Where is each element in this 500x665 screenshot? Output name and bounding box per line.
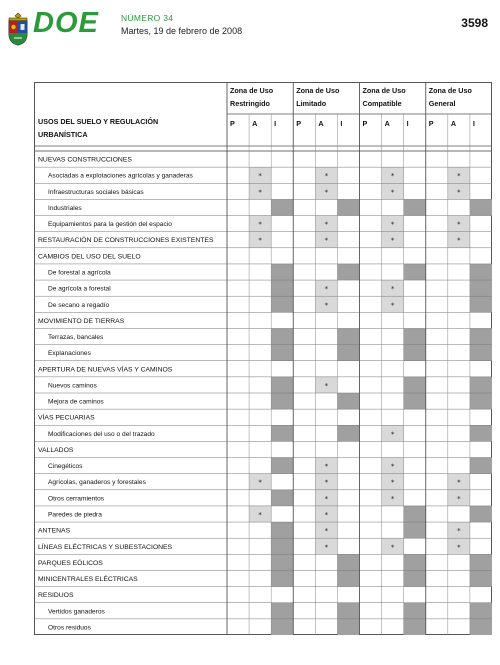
zone-header-line-1: Zona de Uso: [230, 86, 274, 95]
cell-shaded-incompatible: [271, 538, 293, 554]
cell-mark: *: [324, 188, 329, 197]
section-label: VALLADOS: [38, 446, 74, 454]
row-label: Vertidos ganaderos: [48, 608, 105, 616]
cell-mark: *: [258, 172, 262, 181]
cell-mark: *: [457, 172, 461, 181]
cell-shaded-incompatible: [271, 603, 293, 619]
cell-mark: *: [324, 462, 329, 471]
row-label: De forestal a agrícola: [48, 269, 111, 277]
cell-mark: *: [390, 236, 395, 245]
cell-mark: *: [457, 478, 461, 487]
subcolumn-header: A: [318, 119, 324, 128]
subcolumn-header: I: [406, 119, 409, 128]
cell-shaded-incompatible: [271, 393, 293, 409]
doe-logo: DOE: [33, 7, 99, 39]
row-label: Mejora de caminos: [48, 398, 104, 406]
page-header: [0, 0, 500, 50]
row-label: Infraestructuras sociales básicas: [48, 188, 144, 196]
subcolumn-header: A: [252, 119, 258, 128]
row-label: Industriales: [48, 204, 82, 212]
section-label: NUEVAS CONSTRUCCIONES: [38, 156, 132, 164]
cell-mark: *: [457, 188, 461, 197]
row-label: Asociadas a explotaciones agrícolas y ganaderas: [48, 172, 193, 180]
cell-shaded-incompatible: [337, 264, 359, 280]
cell-shaded-incompatible: [404, 199, 426, 215]
cell-shaded-incompatible: [404, 554, 426, 570]
coat-of-arms-icon: [6, 12, 30, 46]
cell-shaded-incompatible: [271, 522, 293, 538]
cell-mark: *: [457, 236, 461, 245]
row-label: Explanaciones: [48, 350, 91, 358]
row-label: De secano a regadío: [48, 301, 110, 309]
cell-mark: *: [457, 527, 461, 536]
cell-shaded-incompatible: [404, 393, 426, 409]
cell-mark: *: [324, 220, 329, 229]
cell-shaded-incompatible: [470, 296, 492, 312]
cell-shaded-incompatible: [271, 490, 293, 506]
row-label: Cinegéticos: [48, 463, 83, 471]
section-label: CAMBIOS DEL USO DEL SUELO: [38, 253, 141, 261]
cell-shaded-incompatible: [271, 554, 293, 570]
row-label: LÍNEAS ELÉCTRICAS Y SUBESTACIONES: [38, 543, 173, 551]
cell-shaded-incompatible: [337, 345, 359, 361]
cell-shaded-incompatible: [470, 280, 492, 296]
cell-mark: *: [258, 478, 262, 487]
subcolumn-header: I: [274, 119, 277, 128]
cell-mark: *: [457, 220, 461, 229]
cell-shaded-incompatible: [470, 603, 492, 619]
cell-shaded-incompatible: [271, 296, 293, 312]
cell-shaded-incompatible: [337, 554, 359, 570]
row-label: PARQUES EÓLICOS: [38, 559, 103, 567]
row-label: De agrícola a forestal: [48, 285, 111, 293]
cell-shaded-incompatible: [337, 425, 359, 441]
cell-mark: *: [324, 236, 329, 245]
cell-shaded-incompatible: [404, 619, 426, 635]
cell-shaded-incompatible: [404, 377, 426, 393]
cell-mark: *: [390, 285, 395, 294]
cell-mark: *: [324, 381, 329, 390]
cell-shaded-incompatible: [271, 425, 293, 441]
cell-mark: *: [457, 543, 461, 552]
cell-shaded-incompatible: [404, 603, 426, 619]
zone-header-line-1: Zona de Uso: [362, 86, 406, 95]
subcolumn-header: P: [230, 119, 235, 128]
cell-mark: *: [390, 478, 395, 487]
zone-header-line-1: Zona de Uso: [428, 86, 472, 95]
cell-mark: *: [324, 285, 329, 294]
page-number: 3598: [461, 16, 488, 30]
issue-number: NÚMERO 34: [121, 13, 174, 23]
cell-mark: *: [390, 462, 395, 471]
row-label: Otros residuos: [48, 624, 91, 632]
section-label: MOVIMIENTO DE TIERRAS: [38, 317, 125, 325]
issue-date: Martes, 19 de febrero de 2008: [121, 26, 243, 36]
cell-shaded-incompatible: [337, 603, 359, 619]
cell-shaded-incompatible: [337, 199, 359, 215]
cell-shaded-incompatible: [271, 345, 293, 361]
cell-shaded-incompatible: [404, 264, 426, 280]
subcolumn-header: A: [450, 119, 457, 128]
cell-shaded-incompatible: [470, 570, 492, 586]
cell-shaded-incompatible: [271, 280, 293, 296]
cell-mark: *: [390, 543, 395, 552]
cell-mark: *: [324, 543, 329, 552]
cell-shaded-incompatible: [470, 328, 492, 344]
row-label: Nuevos caminos: [48, 382, 97, 390]
cell-shaded-incompatible: [337, 393, 359, 409]
section-label: APERTURA DE NUEVAS VÍAS Y CAMINOS: [38, 366, 173, 374]
cell-mark: *: [324, 478, 329, 487]
cell-mark: *: [390, 188, 395, 197]
row-label: Modificaciones del uso o del trazado: [48, 430, 155, 438]
cell-mark: *: [390, 301, 395, 310]
cell-mark: *: [258, 188, 262, 197]
cell-shaded-incompatible: [470, 377, 492, 393]
subcolumn-header: P: [428, 119, 434, 128]
subcolumn-header: I: [340, 119, 343, 128]
row-header-line-2: URBANÍSTICA: [38, 130, 88, 139]
cell-mark: *: [324, 511, 329, 519]
row-label: MINICENTRALES ELÉCTRICAS: [38, 576, 138, 584]
cell-shaded-incompatible: [404, 570, 426, 586]
cell-mark: *: [324, 527, 329, 536]
section-label: VÍAS PECUARIAS: [38, 414, 95, 422]
cell-shaded-incompatible: [470, 458, 492, 474]
zone-header-line-1: Zona de Uso: [296, 86, 340, 95]
cell-shaded-incompatible: [470, 199, 492, 215]
cell-mark: *: [457, 494, 461, 503]
cell-shaded-incompatible: [271, 264, 293, 280]
cell-shaded-incompatible: [404, 345, 426, 361]
row-label: Equipamientos para la gestión del espacio: [48, 221, 172, 229]
cell-shaded-incompatible: [337, 619, 359, 635]
cell-shaded-incompatible: [271, 458, 293, 474]
cell-shaded-incompatible: [271, 199, 293, 215]
cell-shaded-incompatible: [271, 570, 293, 586]
row-label: Paredes de piedra: [48, 511, 102, 519]
cell-shaded-incompatible: [470, 506, 492, 522]
cell-shaded-incompatible: [271, 619, 293, 635]
zone-header-line-2: Restringido: [230, 99, 270, 108]
cell-shaded-incompatible: [271, 328, 293, 344]
row-header-line-1: USOS DEL SUELO Y REGULACIÓN: [38, 117, 159, 126]
subcolumn-header: A: [384, 119, 390, 128]
subcolumn-header: P: [296, 119, 302, 128]
cell-mark: *: [390, 220, 395, 229]
zone-header-line-2: Limitado: [296, 99, 327, 108]
cell-mark: *: [390, 494, 395, 503]
subcolumn-header: I: [472, 119, 475, 128]
cell-shaded-incompatible: [271, 377, 293, 393]
row-label: RESTAURACIÓN DE CONSTRUCCIONES EXISTENTES: [38, 237, 214, 245]
section-label: RESIDUOS: [38, 592, 74, 600]
cell-mark: *: [390, 172, 395, 181]
cell-shaded-incompatible: [470, 393, 492, 409]
cell-mark: *: [258, 236, 262, 245]
row-label: Agrícolas, ganaderos y forestales: [48, 479, 146, 487]
cell-mark: *: [324, 301, 329, 310]
row-label: ANTENAS: [38, 527, 71, 535]
row-label: Terrazas, bancales: [48, 334, 104, 342]
cell-shaded-incompatible: [337, 570, 359, 586]
cell-shaded-incompatible: [470, 425, 492, 441]
cell-shaded-incompatible: [404, 506, 426, 522]
cell-mark: *: [258, 511, 262, 519]
cell-mark: *: [390, 430, 395, 439]
cell-shaded-incompatible: [470, 619, 492, 635]
land-use-table-grid: [34, 82, 492, 635]
cell-shaded-incompatible: [337, 328, 359, 344]
cell-shaded-incompatible: [470, 264, 492, 280]
subcolumn-header: P: [362, 119, 368, 128]
cell-mark: *: [324, 172, 329, 181]
zone-header-line-2: Compatible: [362, 99, 402, 108]
cell-shaded-incompatible: [470, 345, 492, 361]
cell-shaded-incompatible: [404, 328, 426, 344]
land-use-table: [34, 82, 492, 635]
cell-mark: *: [258, 220, 262, 229]
zone-header-line-2: General: [428, 99, 456, 108]
cell-mark: *: [324, 494, 329, 503]
row-label: Otros cerramientos: [48, 495, 105, 503]
cell-shaded-incompatible: [404, 522, 426, 538]
cell-shaded-incompatible: [470, 554, 492, 570]
